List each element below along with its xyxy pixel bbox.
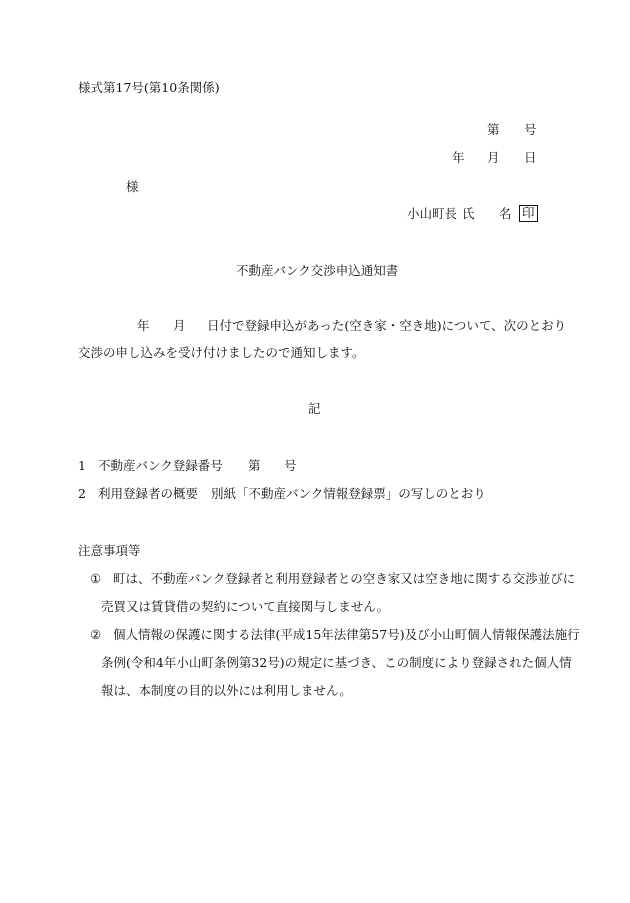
doc-number-go: 号 <box>524 122 537 137</box>
date-year: 年 <box>452 150 465 165</box>
item-1-go: 号 <box>284 458 297 473</box>
item-2-number: 2 <box>78 486 86 501</box>
date-month: 月 <box>487 150 500 165</box>
sender-title: 小山町長 <box>407 206 458 221</box>
document-title: 不動産バンク交渉申込通知書 <box>236 263 399 278</box>
item-2-label: 利用登録者の概要 <box>98 486 199 501</box>
addressee-suffix: 様 <box>126 179 139 194</box>
note-2-line-1: 個人情報の保護に関する法律(平成15年法律第57号)及び小山町個人情報保護法施行 <box>113 627 580 642</box>
note-1-mark: ① <box>90 571 102 586</box>
sender-mei: 名 <box>499 206 512 221</box>
note-2-mark: ② <box>90 627 102 642</box>
note-1-line-2: 売買又は賃貸借の契約について直接関与しません。 <box>101 599 390 614</box>
date-day: 日 <box>524 150 537 165</box>
notes-heading: 注意事項等 <box>78 543 141 558</box>
note-2-line-2: 条例(令和4年小山町条例第32号)の規定に基づき、この制度により登録された個人情 <box>101 655 572 670</box>
ki-heading: 記 <box>308 401 321 416</box>
note-2-line-3: 報は、本制度の目的以外には利用しません。 <box>101 683 352 698</box>
seal-mark: 印 <box>519 205 538 222</box>
body-line-2: 交渉の申し込みを受け付けましたので通知します。 <box>78 345 365 360</box>
doc-number-dai: 第 <box>487 122 500 137</box>
sender-shi: 氏 <box>462 206 475 221</box>
item-2-value: 別紙「不動産バンク情報登録票」の写しのとおり <box>211 486 486 501</box>
item-1-dai: 第 <box>248 458 261 473</box>
note-1-line-1: 町は、不動産バンク登録者と利用登録者との空き家又は空き地に関する交渉並びに <box>113 571 576 586</box>
body-line-1: 日付で登録申込があった(空き家・空き地)について、次のとおり <box>207 318 567 333</box>
form-number: 様式第17号(第10条関係) <box>78 80 220 95</box>
item-1-label: 不動産バンク登録番号 <box>98 458 223 473</box>
item-1-number: 1 <box>78 458 86 473</box>
body-date-year: 年 <box>137 318 150 333</box>
body-date-month: 月 <box>173 318 186 333</box>
